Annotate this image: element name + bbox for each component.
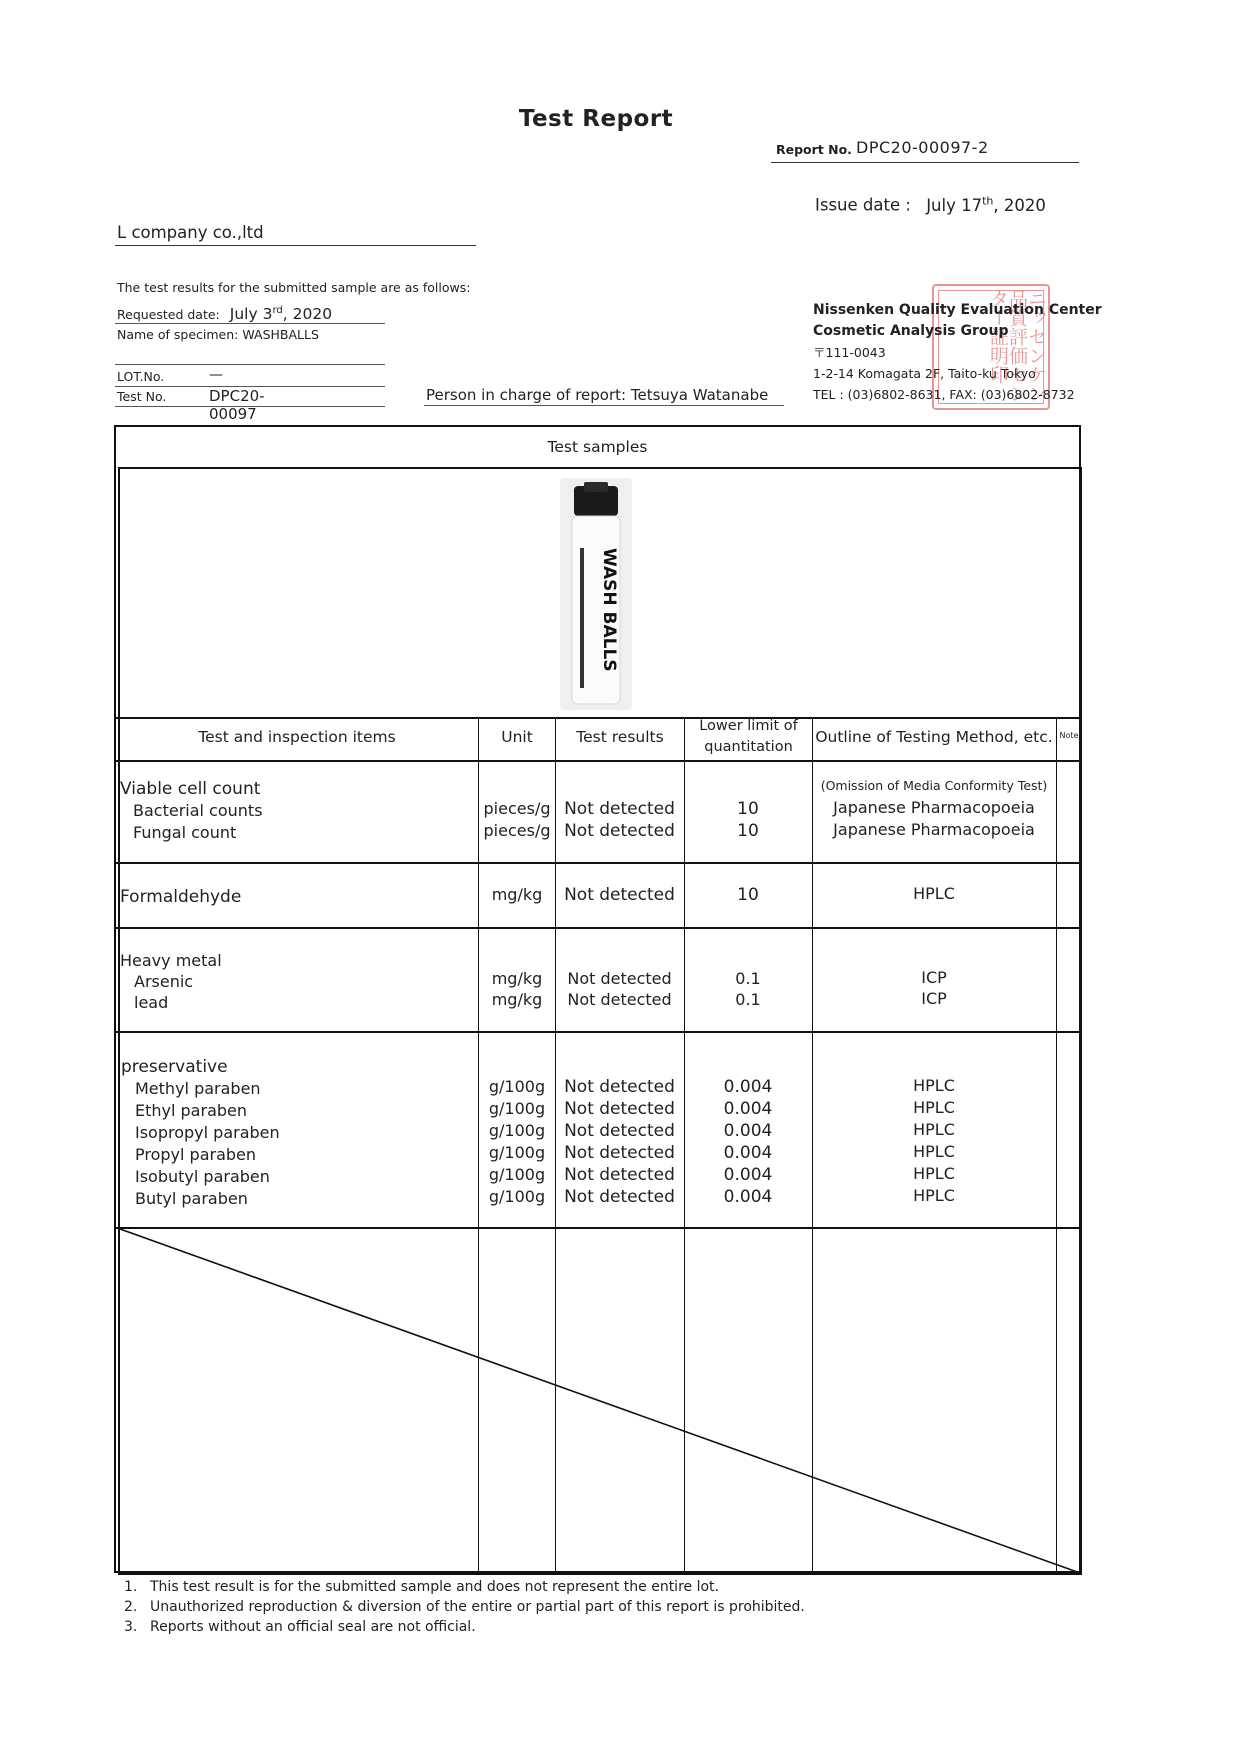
group-title-viable: Viable cell count (120, 779, 261, 799)
lot-value: — (209, 367, 223, 383)
table-row-lloq: 0.004 (723, 1187, 773, 1207)
col-header-item: Test and inspection items (198, 728, 396, 746)
divider (115, 245, 476, 246)
issue-date-value: July 17th, 2020 (926, 194, 1046, 215)
table-row-result: Not detected (564, 1099, 675, 1119)
footnote: 3. Reports without an official seal are not official. (124, 1619, 476, 1635)
group-title-preservative: preservative (121, 1057, 228, 1077)
table-row-unit: pieces/g (483, 799, 551, 818)
lab-postal: 〒111-0043 (813, 345, 886, 360)
divider (116, 862, 1079, 864)
test-no-value: DPC20-00097 (209, 387, 265, 423)
table-row-result: Not detected (564, 1077, 675, 1097)
issue-date (815, 194, 1046, 215)
table-row-method: HPLC (913, 1164, 955, 1183)
requested-date (117, 305, 332, 323)
col-header-method: Outline of Testing Method, etc. (815, 728, 1053, 746)
table-row-method: HPLC (913, 1142, 955, 1161)
table-row-item: lead (134, 993, 169, 1012)
product-bottle-image (560, 478, 632, 710)
footnote: 1. This test result is for the submitted sample and does not represent the entire lot. (124, 1579, 719, 1595)
person-label: Person in charge of report: (426, 386, 627, 404)
divider (116, 1031, 1079, 1033)
table-row-method: HPLC (913, 884, 955, 903)
table-row-item: Methyl paraben (135, 1079, 261, 1098)
table-row-item: Isobutyl paraben (135, 1167, 270, 1186)
person-value: Tetsuya Watanabe (630, 386, 769, 404)
specimen-label: Name of specimen: (117, 327, 239, 342)
table-row-result: Not detected (567, 969, 672, 988)
divider (115, 406, 385, 407)
divider (116, 927, 1079, 929)
person-in-charge (426, 386, 768, 404)
col-header-note: Note (1059, 731, 1079, 740)
lab-dept: Cosmetic Analysis Group (813, 323, 1009, 339)
lab-name: Nissenken Quality Evaluation Center (813, 302, 1102, 318)
table-row-unit: g/100g (488, 1143, 546, 1162)
client-company: L company co.,ltd (117, 223, 264, 242)
requested-date-value: July 3rd, 2020 (229, 305, 333, 324)
lab-address: 1-2-14 Komagata 2F, Taito-ku Tokyo (813, 366, 1036, 381)
table-row-lloq: 0.004 (723, 1121, 773, 1141)
table-row-lloq: 10 (737, 799, 759, 819)
requested-date-label: Requested date: (117, 307, 220, 323)
lot-label: LOT.No. (117, 369, 165, 384)
specimen-value: WASHBALLS (242, 327, 319, 342)
table-row-method: Japanese Pharmacopoeia (833, 820, 1035, 839)
table-row-lloq: 0.004 (723, 1165, 773, 1185)
lab-info (813, 300, 1102, 405)
table-row-item: Fungal count (133, 823, 237, 842)
table-row-lloq: 10 (737, 885, 759, 905)
table-row-unit: g/100g (488, 1099, 546, 1118)
col-header-lloq: Lower limit of quantitation (699, 718, 798, 755)
table-row-item: Ethyl paraben (135, 1101, 248, 1120)
divider (116, 760, 1079, 762)
divider (116, 717, 1079, 719)
col-header-result: Test results (576, 728, 664, 746)
divider (424, 405, 784, 406)
table-row-result: Not detected (564, 821, 675, 841)
table-row-lloq: 0.004 (723, 1099, 773, 1119)
table-row-result: Not detected (564, 1143, 675, 1163)
table-row-lloq: 0.004 (723, 1077, 773, 1097)
table-row-unit: g/100g (488, 1165, 546, 1184)
table-row-item: Isopropyl paraben (135, 1123, 280, 1142)
svg-text:WASH BALLS: WASH BALLS (599, 548, 619, 672)
test-no-label: Test No. (117, 389, 167, 404)
lot-number (117, 367, 223, 384)
lab-tel: TEL : (03)6802-8631, FAX: (03)6802-8732 (813, 387, 1075, 402)
table-row-item: Propyl paraben (135, 1145, 257, 1164)
footnote: 2. Unauthorized reproduction & diversion of the entire or partial part of this report is prohibited. (124, 1599, 805, 1615)
table-row-method: ICP (921, 989, 947, 1008)
table-row-unit: g/100g (488, 1187, 546, 1206)
test-samples-heading: Test samples (547, 438, 648, 456)
table-row-unit: pieces/g (483, 821, 551, 840)
table-row-lloq: 10 (737, 821, 759, 841)
table-row-result: Not detected (567, 990, 672, 1009)
table-row-method: HPLC (913, 1098, 955, 1117)
table-row-unit: mg/kg (491, 969, 543, 988)
table-row-method: HPLC (913, 1186, 955, 1205)
test-number (117, 387, 265, 423)
divider (115, 323, 385, 324)
table-row-result: Not detected (564, 1187, 675, 1207)
issue-date-label: Issue date : (815, 195, 911, 215)
col-header-unit: Unit (501, 728, 533, 746)
table-row-unit: g/100g (488, 1121, 546, 1140)
table-row-unit: g/100g (488, 1077, 546, 1096)
void-strike-line (118, 1227, 1082, 1575)
table-row-lloq: 0.004 (723, 1143, 773, 1163)
specimen (117, 327, 319, 342)
official-seal-icon: ニッセンケン品質評価センター証明印 (932, 284, 1050, 410)
group-title-formaldehyde: Formaldehyde (120, 887, 242, 907)
report-no-label: Report No. (776, 142, 852, 157)
report-title: Test Report (518, 106, 674, 132)
table-row-item: Butyl paraben (135, 1189, 248, 1208)
table-row-result: Not detected (564, 799, 675, 819)
table-row-lloq: 0.1 (735, 969, 761, 988)
method-note: (Omission of Media Conformity Test) (820, 778, 1048, 793)
report-no: DPC20-00097-2 (856, 138, 989, 157)
table-row-unit: mg/kg (491, 990, 543, 1009)
table-row-result: Not detected (564, 1121, 675, 1141)
divider (771, 162, 1079, 163)
footnotes (124, 1577, 805, 1637)
table-row-item: Bacterial counts (133, 801, 263, 820)
group-title-heavy-metal: Heavy metal (120, 951, 222, 970)
table-row-method: ICP (921, 968, 947, 987)
divider (115, 364, 385, 365)
table-row-method: HPLC (913, 1120, 955, 1139)
table-row-result: Not detected (564, 885, 675, 905)
table-row-method: HPLC (913, 1076, 955, 1095)
table-row-result: Not detected (564, 1165, 675, 1185)
table-row-lloq: 0.1 (735, 990, 761, 1009)
table-row-item: Arsenic (134, 972, 194, 991)
table-row-method: Japanese Pharmacopoeia (833, 798, 1035, 817)
table-row-unit: mg/kg (491, 885, 543, 904)
intro-text: The test results for the submitted sample are as follows: (117, 280, 471, 295)
